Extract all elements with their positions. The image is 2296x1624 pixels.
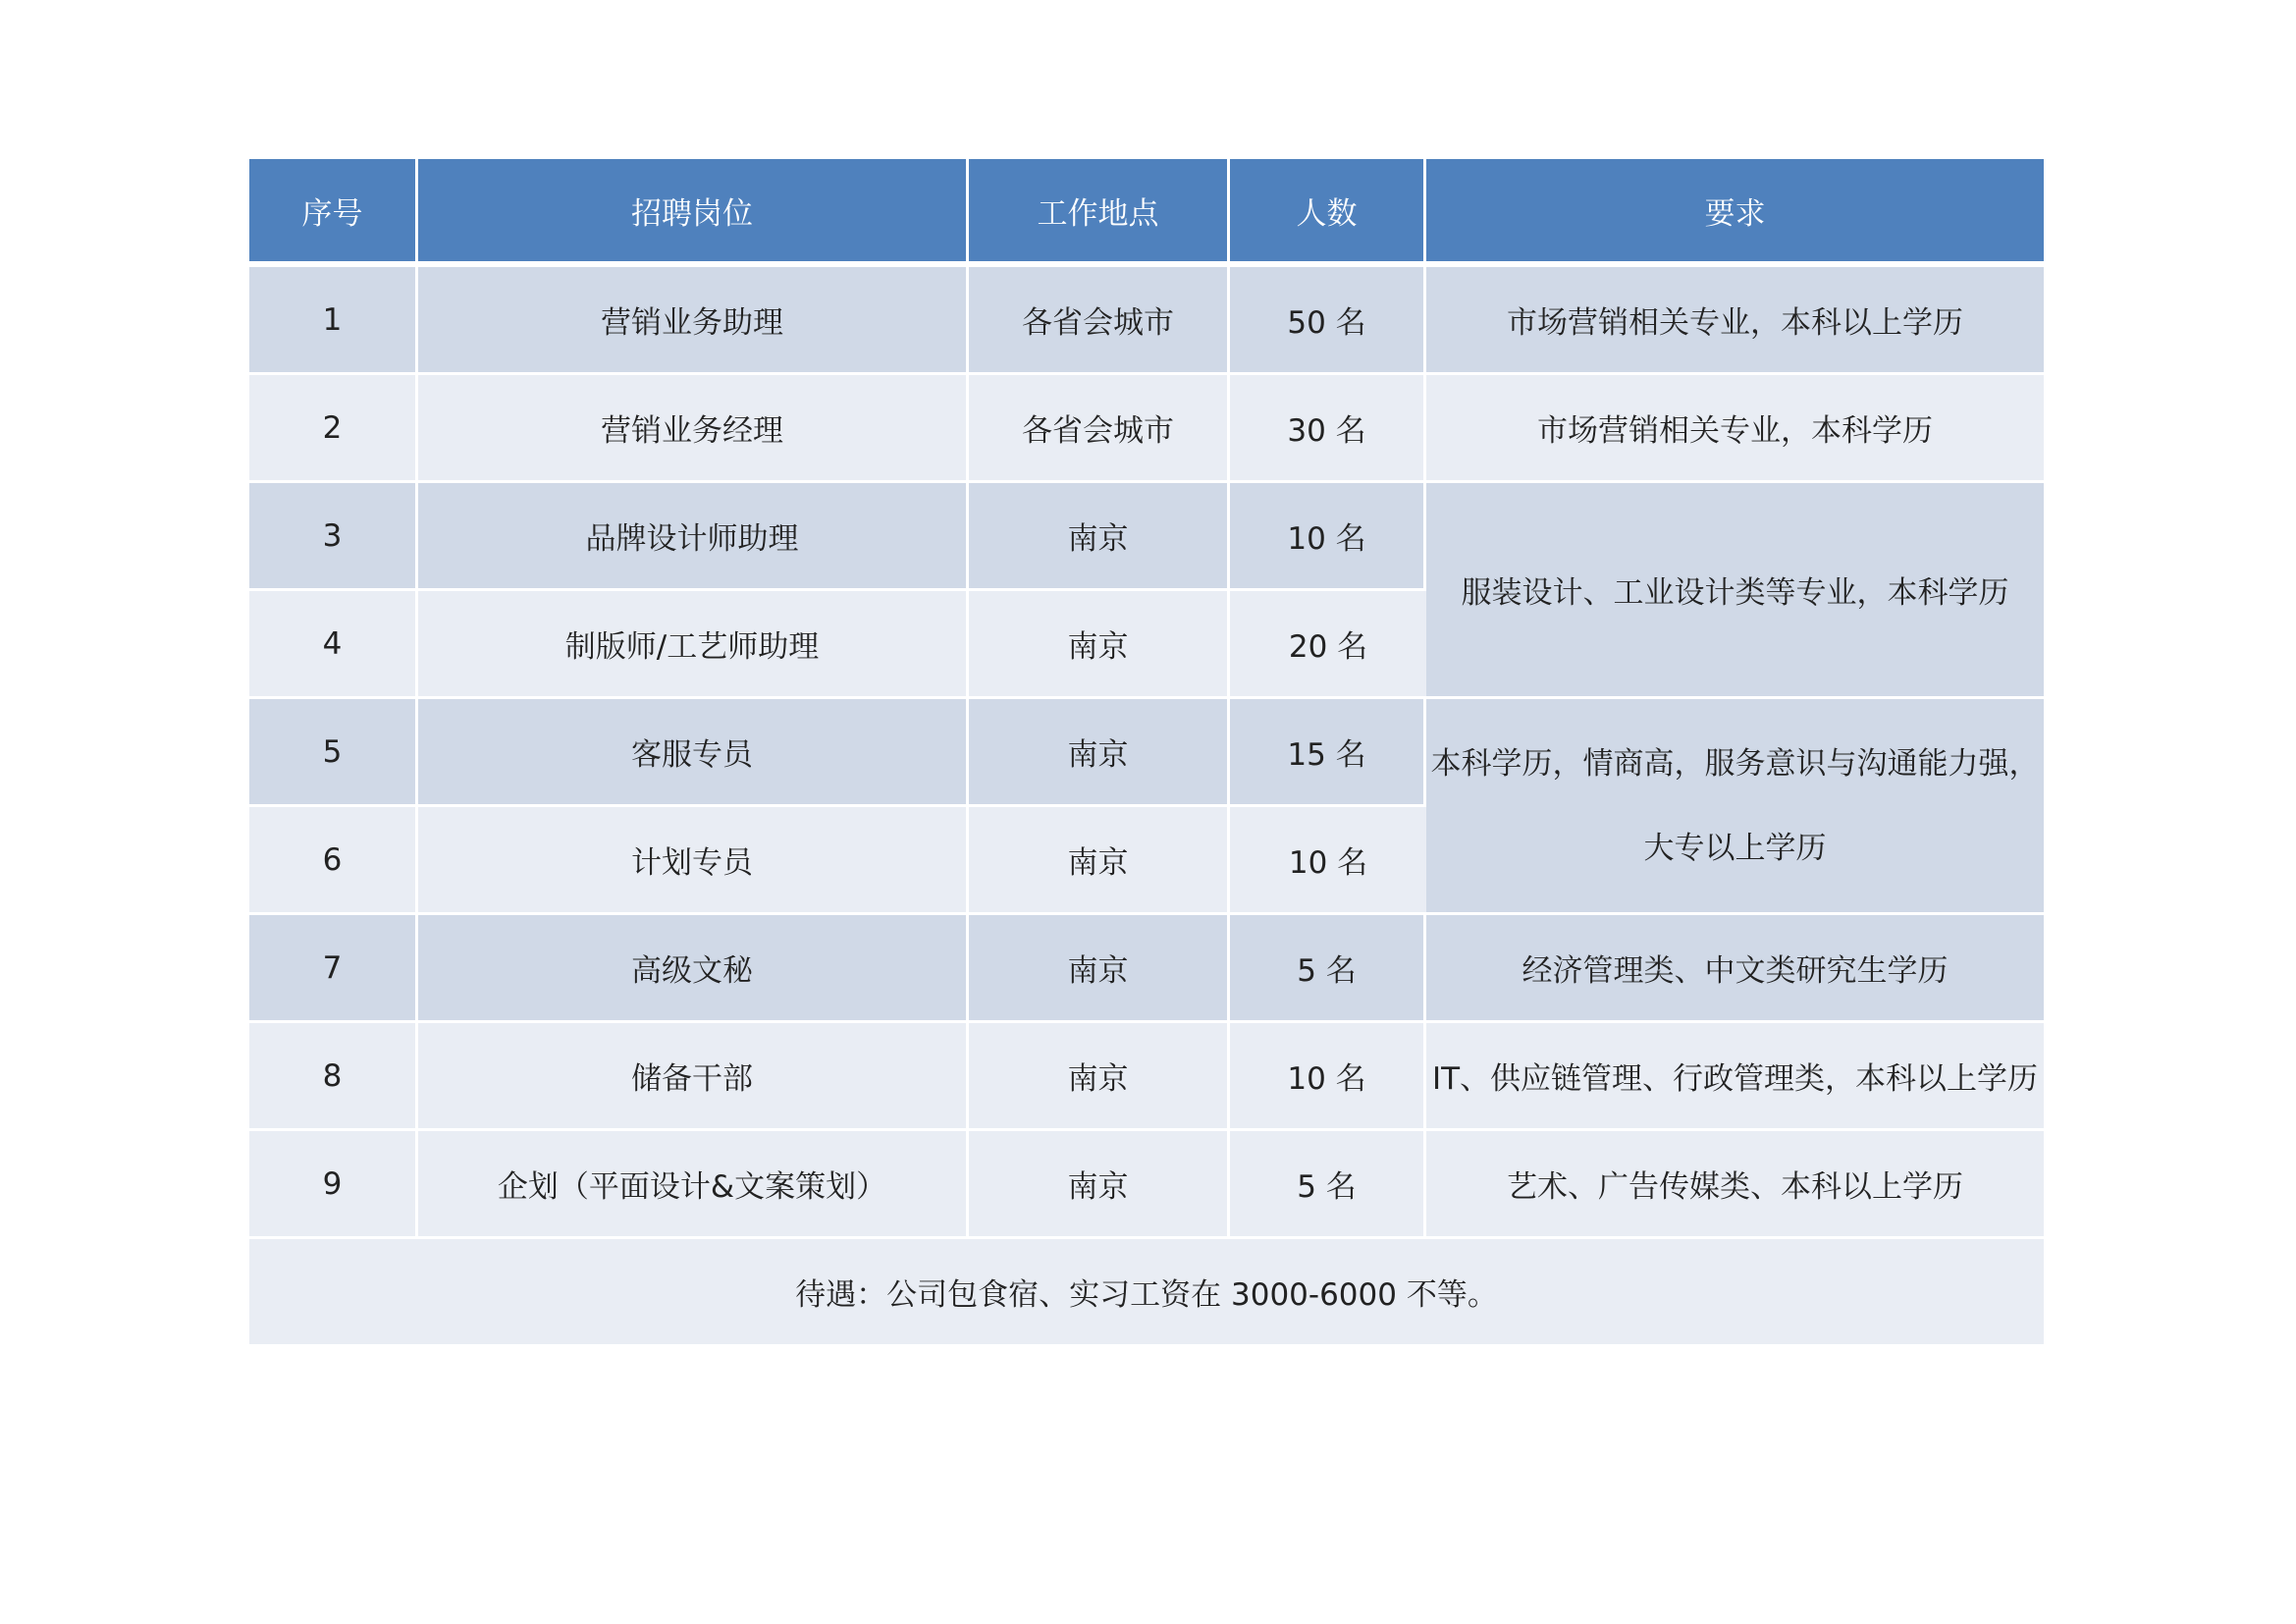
cell-position: 制版师/工艺师助理 bbox=[418, 591, 969, 699]
cell-count: 10 名 bbox=[1230, 483, 1426, 591]
cell-position: 营销业务助理 bbox=[418, 267, 969, 375]
benefits-footer: 待遇：公司包食宿、实习工资在 3000-6000 不等。 bbox=[249, 1239, 2044, 1347]
cell-index: 1 bbox=[249, 267, 418, 375]
cell-count: 5 名 bbox=[1230, 915, 1426, 1023]
requirement-line-1: 本科学历，情商高，服务意识与沟通能力强， bbox=[1430, 745, 2040, 782]
cell-index: 2 bbox=[249, 375, 418, 483]
cell-location: 南京 bbox=[969, 699, 1230, 807]
cell-count: 50 名 bbox=[1230, 267, 1426, 375]
table-row bbox=[249, 699, 2044, 807]
cell-location: 南京 bbox=[969, 591, 1230, 699]
table-header-row bbox=[249, 159, 2044, 267]
cell-index: 5 bbox=[249, 699, 418, 807]
footer-row bbox=[249, 1239, 2044, 1347]
cell-location: 各省会城市 bbox=[969, 267, 1230, 375]
cell-index: 4 bbox=[249, 591, 418, 699]
cell-requirement: IT、供应链管理、行政管理类，本科以上学历 bbox=[1426, 1023, 2044, 1131]
cell-index: 9 bbox=[249, 1131, 418, 1239]
table-row bbox=[249, 1131, 2044, 1239]
cell-requirement: 经济管理类、中文类研究生学历 bbox=[1426, 915, 2044, 1023]
cell-count: 30 名 bbox=[1230, 375, 1426, 483]
header-position: 招聘岗位 bbox=[418, 159, 969, 267]
cell-location: 南京 bbox=[969, 483, 1230, 591]
table-row bbox=[249, 375, 2044, 483]
recruitment-table bbox=[249, 159, 2044, 1347]
cell-position: 企划（平面设计&文案策划） bbox=[418, 1131, 969, 1239]
table-row bbox=[249, 483, 2044, 591]
cell-position: 客服专员 bbox=[418, 699, 969, 807]
cell-index: 8 bbox=[249, 1023, 418, 1131]
cell-count: 15 名 bbox=[1230, 699, 1426, 807]
cell-requirement: 艺术、广告传媒类、本科以上学历 bbox=[1426, 1131, 2044, 1239]
cell-requirement: 市场营销相关专业，本科学历 bbox=[1426, 375, 2044, 483]
header-count: 人数 bbox=[1230, 159, 1426, 267]
cell-count: 20 名 bbox=[1230, 591, 1426, 699]
recruitment-table-container bbox=[249, 159, 2044, 1347]
cell-count: 10 名 bbox=[1230, 807, 1426, 915]
cell-position: 品牌设计师助理 bbox=[418, 483, 969, 591]
cell-location: 各省会城市 bbox=[969, 375, 1230, 483]
cell-position: 高级文秘 bbox=[418, 915, 969, 1023]
cell-index: 6 bbox=[249, 807, 418, 915]
cell-requirement-merged-3-4: 服装设计、工业设计类等专业，本科学历 bbox=[1426, 483, 2044, 699]
cell-location: 南京 bbox=[969, 1131, 1230, 1239]
requirement-line-2: 大专以上学历 bbox=[1643, 830, 1827, 866]
cell-location: 南京 bbox=[969, 915, 1230, 1023]
header-requirement: 要求 bbox=[1426, 159, 2044, 267]
cell-location: 南京 bbox=[969, 807, 1230, 915]
header-location: 工作地点 bbox=[969, 159, 1230, 267]
cell-count: 10 名 bbox=[1230, 1023, 1426, 1131]
cell-index: 7 bbox=[249, 915, 418, 1023]
cell-position: 计划专员 bbox=[418, 807, 969, 915]
cell-position: 储备干部 bbox=[418, 1023, 969, 1131]
cell-index: 3 bbox=[249, 483, 418, 591]
cell-requirement: 市场营销相关专业，本科以上学历 bbox=[1426, 267, 2044, 375]
header-index: 序号 bbox=[249, 159, 418, 267]
table-row bbox=[249, 1023, 2044, 1131]
cell-count: 5 名 bbox=[1230, 1131, 1426, 1239]
table-row bbox=[249, 267, 2044, 375]
cell-position: 营销业务经理 bbox=[418, 375, 969, 483]
cell-requirement-merged-5-6 bbox=[1426, 699, 2044, 915]
table-row bbox=[249, 915, 2044, 1023]
cell-location: 南京 bbox=[969, 1023, 1230, 1131]
